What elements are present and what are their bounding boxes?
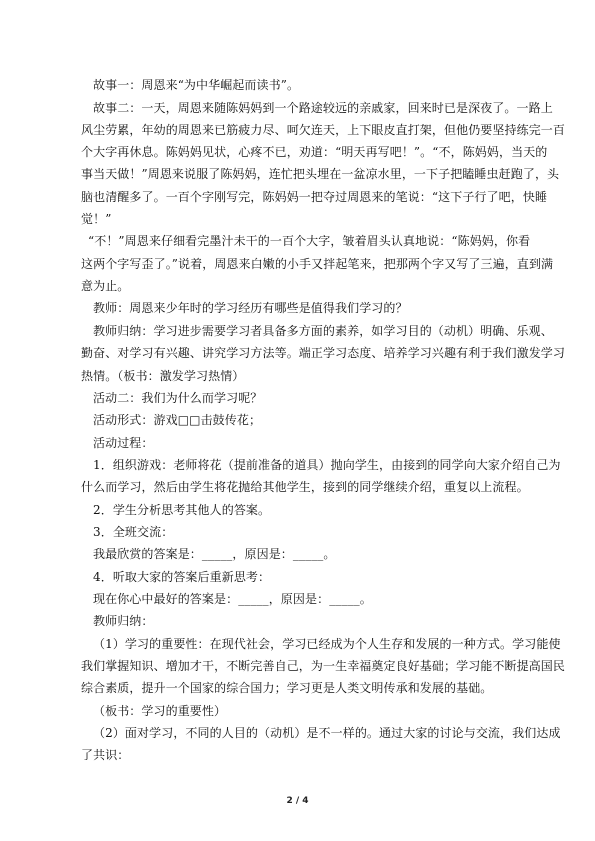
paragraph-line: 我最欣赏的答案是：_____，原因是：_____。: [93, 547, 336, 561]
paragraph-line: 活动形式：游戏□□击鼓传花；: [93, 413, 262, 427]
paragraph-line: 觉！”: [81, 212, 112, 226]
paragraph-line: 故事二：一天，周恩来随陈妈妈到一个路途较远的亲戚家，回来时已是深夜了。一路上: [93, 101, 553, 115]
paragraph-line: 故事一：周恩来“为中华崛起而读书”。: [93, 78, 300, 92]
paragraph-line: 现在你心中最好的答案是：_____，原因是：_____。: [93, 592, 372, 606]
paragraph-line: 教师：周恩来少年时的学习经历有哪些是值得我们学习的？: [93, 301, 408, 315]
paragraph-line: “不！”周恩来仔细看完墨汁未干的一百个大字，皱着眉头认真地说：“陈妈妈，你看: [88, 234, 531, 248]
paragraph-line: 综合素质，提升一个国家的综合国力；学习更是人类文明传承和发展的基础。: [81, 681, 493, 695]
paragraph-line: 活动过程：: [93, 436, 154, 450]
paragraph-line: 2．学生分析思考其他人的答案。: [93, 503, 271, 517]
paragraph-line: 1．组织游戏：老师将花（提前准备的道具）抛向学生，由接到的同学向大家介绍自己为: [93, 458, 561, 472]
paragraph-line: 教师归纳：学习进步需要学习者具备多方面的素养，如学习目的（动机）明确、乐观、: [93, 324, 553, 338]
paragraph-line: 教师归纳：: [93, 614, 154, 628]
paragraph-line: 勤奋、对学习有兴趣、讲究学习方法等。端正学习态度、培养学习兴趣有利于我们激发学习: [81, 346, 566, 360]
paragraph-line: 4．听取大家的答案后重新思考：: [93, 570, 271, 584]
paragraph-line: （2）面对学习，不同的人目的（动机）是不一样的。通过大家的讨论与交流，我们达成: [93, 726, 561, 740]
paragraph-line: 了共识：: [81, 748, 130, 762]
paragraph-line: 什么而学习，然后由学生将花抛给其他学生，接到的同学继续介绍，重复以上流程。: [81, 480, 529, 494]
paragraph-line: 脑也清醒多了。一百个字刚写完，陈妈妈一把夺过周恩来的笔说：“这下子行了吧，快睡: [81, 190, 548, 204]
paragraph-line: 这两个字写歪了。”说着，周恩来白嫩的小手又拌起笔来，把那两个字又写了三遍，直到满: [81, 257, 554, 271]
paragraph-line: 我们掌握知识、增加才干，不断完善自己，为一生幸福奠定良好基础；学习能不断提高国民: [81, 659, 566, 673]
paragraph-line: 意为止。: [81, 279, 130, 293]
page-number: 2 / 4: [286, 796, 309, 806]
paragraph-line: 个大字再休息。陈妈妈见状，心疼不已，劝道：“明天再写吧！”。“不，陈妈妈，当天的: [81, 145, 548, 159]
paragraph-line: 热情。（板书：激发学习热情）: [81, 369, 245, 383]
paragraph-line: （板书：学习的重要性）: [93, 704, 227, 718]
paragraph-line: 3．全班交流：: [93, 525, 174, 539]
paragraph-line: 事当天做！”周恩来说服了陈妈妈，连忙把头埋在一盆凉水里，一下子把瞌睡虫赶跑了，头: [81, 167, 560, 181]
paragraph-line: 风尘劳累，年幼的周恩来已筋疲力尽、呵欠连天，上下眼皮直打架，但他仍要坚持练完一百: [81, 123, 566, 137]
paragraph-line: 活动二：我们为什么而学习呢？: [93, 391, 263, 405]
paragraph-line: （1）学习的重要性：在现代社会，学习已经成为个人生存和发展的一种方式。学习能使: [93, 637, 561, 651]
